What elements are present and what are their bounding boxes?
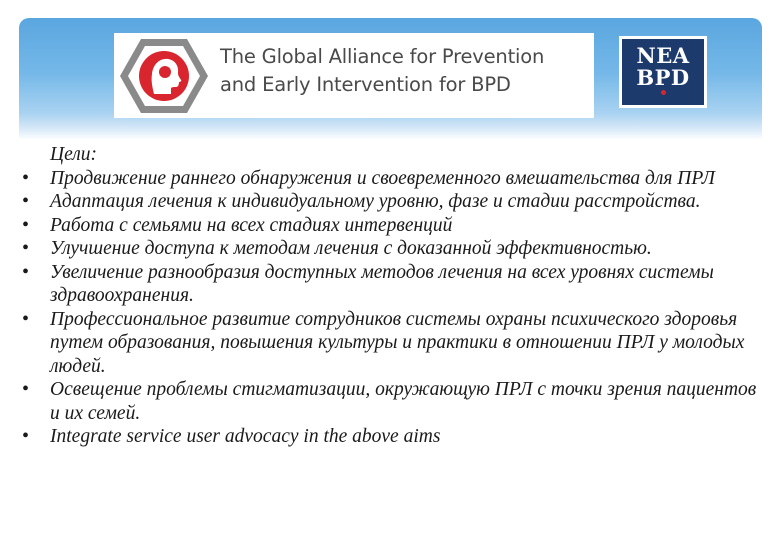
nea-bpd-badge [619, 36, 707, 108]
list-item: • Адаптация лечения к индивидуальному уровню, фазе и стадии расстройства. [22, 190, 757, 214]
logo-title-line2: and Early Intervention for BPD [220, 73, 511, 96]
slide-body [22, 143, 757, 449]
nea-badge-line1: NEA [636, 43, 690, 68]
global-alliance-logo [114, 33, 594, 118]
logo-title-line1: The Global Alliance for Prevention [220, 45, 545, 68]
red-hexagon-head-icon [118, 36, 210, 116]
red-dot-icon [661, 90, 666, 95]
logo-title [220, 43, 544, 99]
list-item: • Профессиональное развитие сотрудников системы охраны психического здоровья путем образования, повышения культуры и практики в отношении ПРЛ у молодых людей. [22, 308, 757, 379]
list-item: • Увеличение разнообразия доступных методов лечения на всех уровнях системы здравоохранения. [22, 261, 757, 308]
list-item: • Работа с семьями на всех стадиях интервенций [22, 214, 757, 238]
list-item: • Освещение проблемы стигматизации, окружающую ПРЛ с точки зрения пациентов и их семей. [22, 378, 757, 425]
list-item: • Integrate service user advocacy in the above aims [22, 425, 757, 449]
list-item: • Улучшение доступа к методам лечения с доказанной эффективностью. [22, 237, 757, 261]
nea-badge-line2: BPD [636, 65, 690, 90]
list-item: • Продвижение раннего обнаружения и своевременного вмешательства для ПРЛ [22, 167, 757, 191]
goals-heading: Цели: [50, 144, 97, 165]
goals-list [22, 167, 757, 449]
